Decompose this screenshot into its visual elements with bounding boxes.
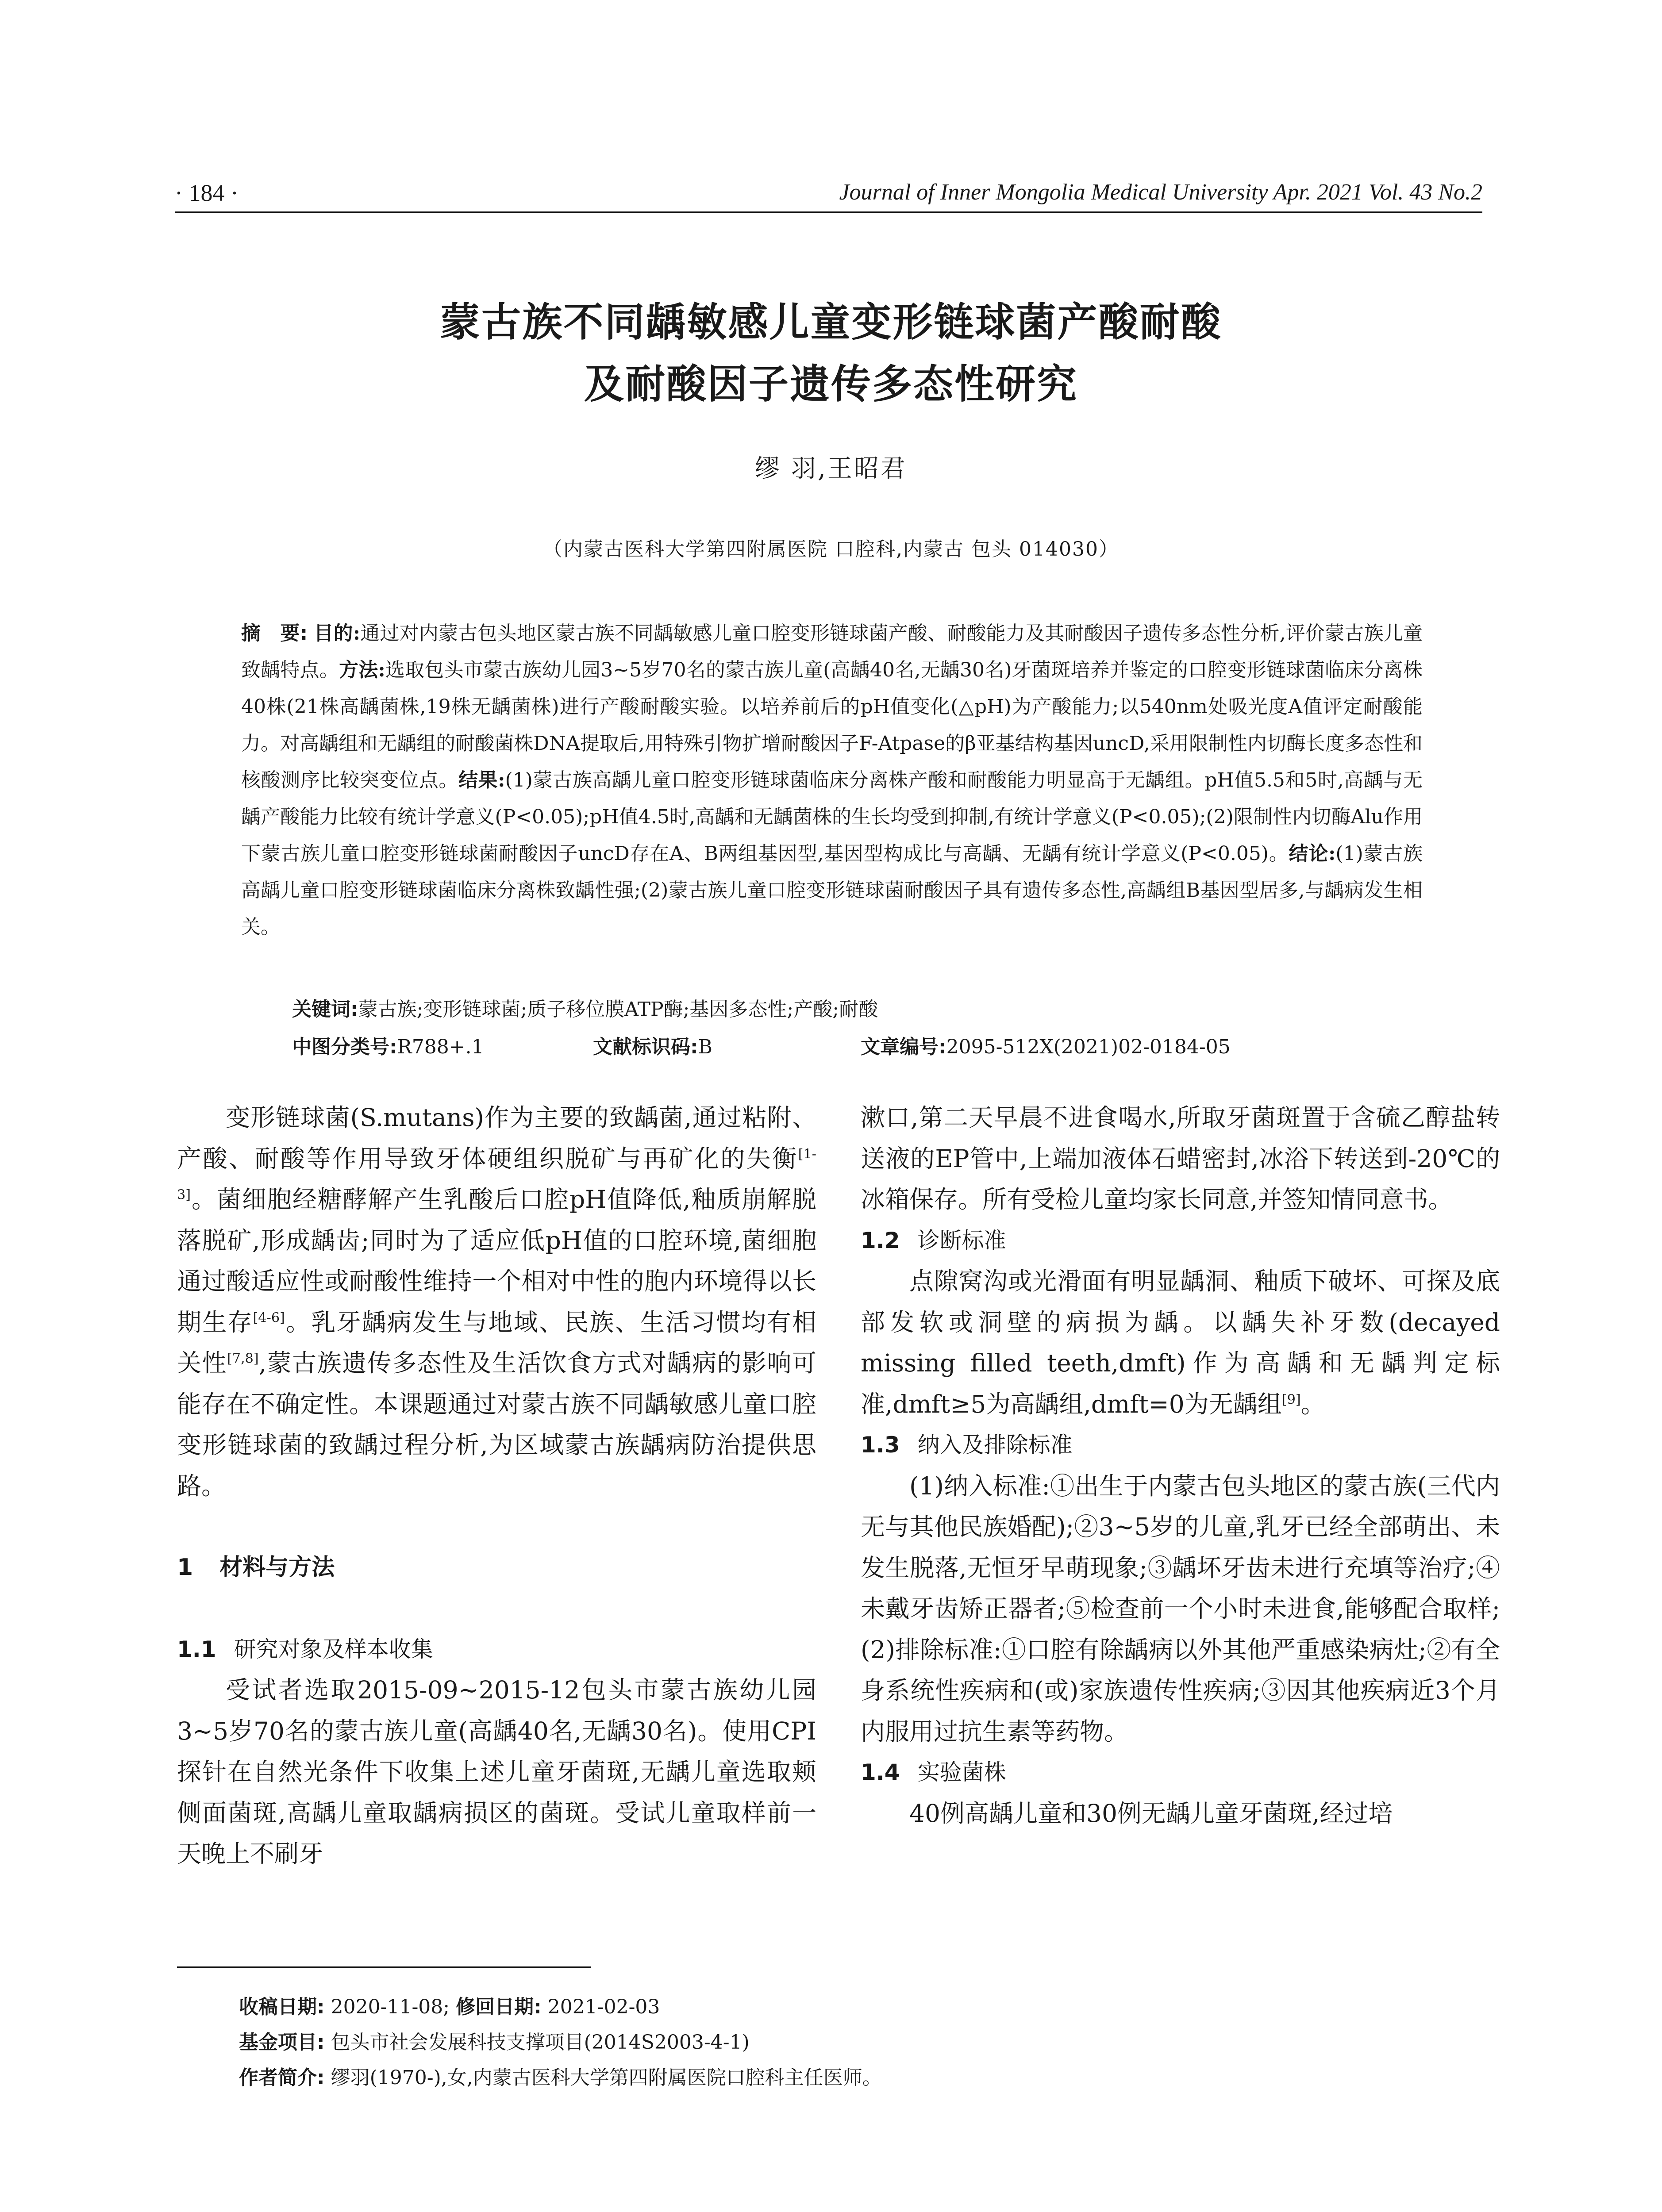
purpose-text: 通过对内蒙古包头地区蒙古族不同龋敏感儿童口腔变形链球菌产酸、耐酸能力及其耐酸因子遗传多态性分析,评价蒙古族儿童致龋特点。 [241, 622, 1423, 681]
purpose-label: 目的: [314, 622, 361, 645]
clc-label: 中图分类号: [292, 1036, 397, 1058]
revised-date: 2021-02-03 [547, 1996, 660, 2018]
conclusion-label: 结论: [1289, 842, 1336, 865]
article-number [861, 1031, 1231, 1059]
subsection-heading: 1.3 纳入及排除标准 [861, 1432, 1073, 1458]
body-column-left [177, 1097, 816, 1874]
results-text: (1)蒙古族高龋儿童口腔变形链球菌临床分离株产酸和耐酸能力明显高于无龋组。pH值5.5和5时,高龋与无龋产酸能力比较有统计学意义(P<0.05);pH值4.5时,高龋和无龋菌株的生长均受到抑制,有统计学意义(P<0.05);(2)限制性内切酶Alu作用下蒙古族儿童口腔变形链球菌耐酸因子uncD存在A、B两组基因型,基因型构成比与高龋、无龋有统计学意义(P<0.05)。 [241, 769, 1423, 865]
body-column-right [861, 1097, 1500, 1834]
article-number-label: 文章编号: [861, 1036, 946, 1058]
abstract-label: 摘 要: [241, 622, 308, 645]
citation-ref: [9] [1281, 1392, 1301, 1408]
abstract [241, 615, 1423, 945]
keywords [292, 993, 1443, 1022]
doc-code-value: B [698, 1036, 712, 1058]
received-label: 收稿日期: [239, 1996, 325, 2018]
section-1-4-text: 40例高龋儿童和30例无龋儿童牙菌斑,经过培 [909, 1799, 1393, 1828]
author-bio-label: 作者简介: [239, 2066, 325, 2089]
doc-code-label: 文献标识码: [593, 1036, 698, 1058]
conclusion-text: (1)蒙古族高龋儿童口腔变形链球菌临床分离株致龋性强;(2)蒙古族儿童口腔变形链球菌耐酸因子具有遗传多态性,高龋组B基因型居多,与龋病发生相关。 [241, 842, 1423, 938]
section-1-1-text: 受试者选取2015-09~2015-12包头市蒙古族幼儿园3~5岁70名的蒙古族儿童(高龋40名,无龋30名)。使用CPI探针在自然光条件下收集上述儿童牙菌斑,无龋儿童选取颊侧面菌斑,高龋儿童取龋病损区的菌斑。受试儿童取样前一天晚上不刷牙 [177, 1676, 817, 1868]
section-1-1-continued: 漱口,第二天早晨不进食喝水,所取牙菌斑置于含硫乙醇盐转送液的EP管中,上端加液体石蜡密封,冰浴下转送到-20℃的冰箱保存。所有受检儿童均家长同意,并签知情同意书。 [861, 1103, 1500, 1214]
author-bio-text: 缪羽(1970-),女,内蒙古医科大学第四附属医院口腔科主任医师。 [331, 2066, 882, 2089]
clc-number [292, 1031, 484, 1059]
clc-value: R788+.1 [397, 1036, 484, 1058]
author-list: 缪 羽,王昭君 [755, 454, 907, 483]
results-label: 结果: [458, 769, 505, 791]
subsection-heading: 1.1 研究对象及样本收集 [177, 1636, 433, 1662]
keywords-label: 关键词: [292, 998, 358, 1021]
revised-label: 修回日期: [456, 1996, 542, 2018]
running-header [175, 179, 1482, 215]
abstract-paragraph [241, 615, 1423, 945]
article-title-line-1: 蒙古族不同龋敏感儿童变形链球菌产酸耐酸 [440, 299, 1222, 346]
intro-paragraph: 变形链球菌(S.mutans)作为主要的致龋菌,通过粘附、产酸、耐酸等作用导致牙体硬组织脱矿与再矿化的失衡[1-3]。菌细胞经糖酵解产生乳酸后口腔pH值降低,釉质崩解脱落脱矿,形成龋齿;同时为了适应低pH值的口腔环境,菌细胞通过酸适应性或耐酸性维持一个相对中性的胞内环境得以长期生存[4-6]。乳牙龋病发生与地域、民族、生活习惯均有相关性[7,8],蒙古族遗传多态性及生活饮食方式对龋病的影响可能存在不确定性。本课题通过对蒙古族不同龋敏感儿童口腔变形链球菌的致龋过程分析,为区域蒙古族龋病防治提供思路。 [177, 1103, 816, 1500]
citation-ref: [4-6] [253, 1310, 285, 1326]
citation-ref: [7,8] [227, 1351, 259, 1367]
section-1-2-text: 点隙窝沟或光滑面有明显龋洞、釉质下破坏、可探及底部发软或洞壁的病损为龋。以龋失补牙数(decayed missing filled teeth,dmft)作为高龋和无龋判定标准,dmft≥5为高龋组,dmft=0为无龋组[9]。 [861, 1267, 1500, 1418]
methods-label: 方法: [339, 659, 385, 681]
fund-text: 包头市社会发展科技支撑项目(2014S2003-4-1) [331, 2031, 750, 2054]
document-code [593, 1031, 712, 1059]
journal-citation: Journal of Inner Mongolia Medical University Apr. 2021 Vol. 43 No.2 [839, 180, 1482, 205]
article-number-value: 2095-512X(2021)02-0184-05 [946, 1036, 1231, 1058]
footnote-dates [239, 1991, 660, 2019]
footnote-author [239, 2062, 882, 2090]
page-number: · 184 · [175, 180, 239, 206]
citation-ref: [1-3] [177, 1146, 816, 1203]
methods-text: 选取包头市蒙古族幼儿园3~5岁70名的蒙古族儿童(高龋40名,无龋30名)牙菌斑培养并鉴定的口腔变形链球菌临床分离株40株(21株高龋菌株,19株无龋菌株)进行产酸耐酸实验。以培养前后的pH值变化(△pH)为产酸能力;以540nm处吸光度A值评定耐酸能力。对高龋组和无龋组的耐酸菌株DNA提取后,用特殊引物扩增耐酸因子F-Atpase的β亚基结构基因uncD,采用限制性内切酶长度多态性和核酸测序比较突变位点。 [241, 659, 1423, 791]
subsection-heading: 1.2 诊断标准 [861, 1227, 1006, 1253]
header-rule [175, 211, 1482, 213]
received-date: 2020-11-08; [331, 1996, 450, 2018]
footnote-rule [177, 1966, 591, 1968]
section-heading: 1 材料与方法 [177, 1554, 335, 1581]
article-title-line-2: 及耐酸因子遗传多态性研究 [584, 361, 1078, 407]
affiliation: （内蒙古医科大学第四附属医院 口腔科,内蒙古 包头 014030） [543, 538, 1119, 561]
fund-label: 基金项目: [239, 2031, 325, 2054]
footnote-fund [239, 2026, 750, 2055]
subsection-heading: 1.4 实验菌株 [861, 1759, 1006, 1785]
keywords-text: 蒙古族;变形链球菌;质子移位膜ATP酶;基因多态性;产酸;耐酸 [358, 998, 878, 1021]
section-1-3-text: (1)纳入标准:①出生于内蒙古包头地区的蒙古族(三代内无与其他民族婚配);②3~5岁的儿童,乳牙已经全部萌出、未发生脱落,无恒牙早萌现象;③龋坏牙齿未进行充填等治疗;④未戴牙齿矫正器者;⑤检查前一个小时未进食,能够配合取样;(2)排除标准:①口腔有除龋病以外其他严重感染病灶;②有全身系统性疾病和(或)家族遗传性疾病;③因其他疾病近3个月内服用过抗生素等药物。 [861, 1471, 1500, 1746]
